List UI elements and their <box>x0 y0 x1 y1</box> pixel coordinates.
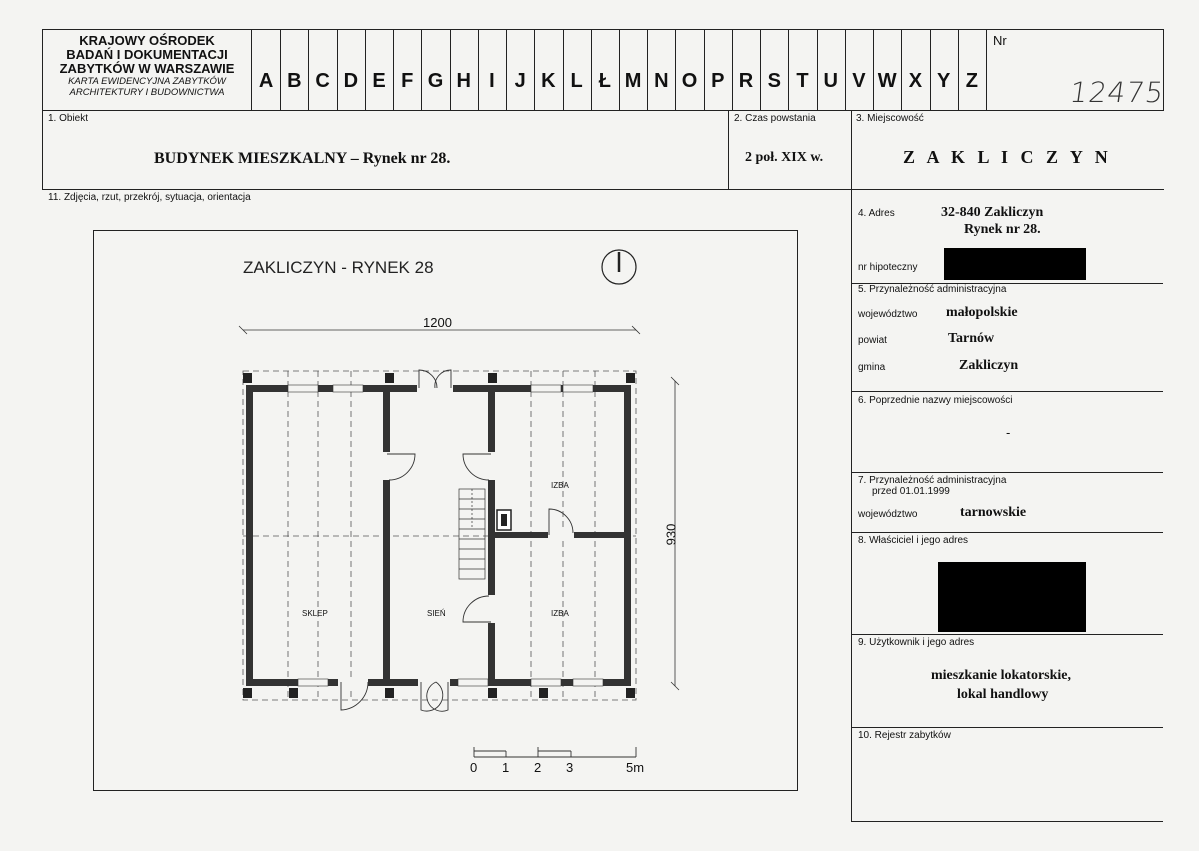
owner-redaction <box>938 562 1086 632</box>
institution-line1: KRAJOWY OŚRODEK <box>79 33 215 48</box>
letter-divider <box>450 29 451 111</box>
letter-divider <box>619 29 620 111</box>
powiat-value: Tarnów <box>948 331 995 346</box>
letter-index-7: G <box>427 70 444 92</box>
card-type-line1: KARTA EWIDENCYJNA ZABYTKÓW <box>68 76 226 87</box>
doors <box>338 370 574 711</box>
letter-index-22: V <box>852 70 866 92</box>
right-line-8 <box>851 532 1163 533</box>
scale-label-5m: 5m <box>626 760 645 775</box>
letter-index-5: E <box>372 70 386 92</box>
room-label-sien: SIEŃ <box>427 609 446 618</box>
letter-index-3: C <box>315 70 330 92</box>
letter-divider <box>365 29 366 111</box>
letter-divider <box>930 29 931 111</box>
letter-divider <box>308 29 309 111</box>
miejscowosc-label: 3. Miejscowość <box>856 113 924 124</box>
letter-index-19: S <box>767 70 781 92</box>
right-column-divider <box>851 110 852 822</box>
letter-divider <box>817 29 818 111</box>
user-label: 9. Użytkownik i jego adres <box>858 637 975 648</box>
letter-divider <box>760 29 761 111</box>
photos-label: 11. Zdjęcia, rzut, przekrój, sytuacja, orientacja <box>48 192 251 203</box>
hipoteczny-label: nr hipoteczny <box>858 262 918 273</box>
letter-divider <box>534 29 535 111</box>
letter-index-12: L <box>570 70 583 92</box>
letter-index-14: M <box>624 70 642 92</box>
letter-index-16: O <box>681 70 698 92</box>
gmina-value: Zakliczyn <box>959 358 1019 373</box>
letter-divider <box>506 29 507 111</box>
letter-index-10: J <box>514 70 526 92</box>
north-arrow-icon <box>602 250 636 284</box>
letter-divider <box>337 29 338 111</box>
row1-bottom-line <box>42 189 1164 190</box>
header-bottom-line <box>42 110 1164 111</box>
woj-old-value: tarnowskie <box>960 505 1027 520</box>
letter-divider <box>788 29 789 111</box>
admin-label: 5. Przynależność administracyjna <box>858 284 1007 295</box>
letter-divider <box>901 29 902 111</box>
letter-divider <box>280 29 281 111</box>
woj-label: województwo <box>858 309 918 320</box>
letter-divider <box>873 29 874 111</box>
right-line-bottom <box>851 821 1163 822</box>
letter-index-15: N <box>654 70 669 92</box>
letter-divider <box>958 29 959 111</box>
scale-label-1: 1 <box>502 760 510 775</box>
nr-label: Nr <box>993 33 1007 48</box>
row1-divider-1 <box>728 110 729 190</box>
letter-index-18: R <box>738 70 754 92</box>
letter-index-8: H <box>456 70 471 92</box>
letter-divider <box>704 29 705 111</box>
letter-index-2: B <box>287 70 302 92</box>
letter-index-24: X <box>908 70 923 92</box>
gmina-label: gmina <box>858 362 886 373</box>
nr-divider <box>986 29 987 111</box>
prev-names-label: 6. Poprzednie nazwy miejscowości <box>858 395 1013 406</box>
letter-index-21: U <box>823 70 838 92</box>
stove-icon <box>497 510 511 530</box>
obiekt-label: 1. Obiekt <box>48 113 89 124</box>
miejscowosc-value: Z A K L I C Z Y N <box>903 147 1112 167</box>
letter-index-26: Z <box>965 70 978 92</box>
institution-line3: ZABYTKÓW W WARSZAWIE <box>59 61 235 76</box>
frame-left-line <box>42 29 43 190</box>
letter-index-23: W <box>877 70 897 92</box>
letter-index-17: P <box>711 70 725 92</box>
hipoteczny-redaction <box>944 248 1086 280</box>
czas-label: 2. Czas powstania <box>734 113 816 124</box>
adres-line2: Rynek nr 28. <box>964 222 1041 237</box>
register-label: 10. Rejestr zabytków <box>858 730 951 741</box>
right-line-10 <box>851 727 1163 728</box>
right-line-9 <box>851 634 1163 635</box>
nr-value: 12475 <box>1067 76 1167 109</box>
letter-index-13: Ł <box>598 70 611 92</box>
institution-block <box>44 34 250 98</box>
letter-divider <box>845 29 846 111</box>
frame-top-line <box>42 29 1164 30</box>
letter-index-1: A <box>258 70 274 92</box>
obiekt-value: BUDYNEK MIESZKALNY – Rynek nr 28. <box>154 150 451 167</box>
powiat-label: powiat <box>858 335 887 346</box>
letter-divider <box>675 29 676 111</box>
letter-index-11: K <box>541 70 556 92</box>
czas-value: 2 poł. XIX w. <box>745 150 824 165</box>
letter-index-4: D <box>343 70 359 92</box>
admin-old-label1: 7. Przynależność administracyjna <box>858 475 1007 486</box>
plan-title: ZAKLICZYN - RYNEK 28 <box>243 258 434 277</box>
width-dimension-label: 1200 <box>423 315 452 330</box>
owner-label: 8. Właściciel i jego adres <box>858 535 969 546</box>
letter-divider <box>647 29 648 111</box>
admin-old-label2: przed 01.01.1999 <box>872 486 950 497</box>
scale-label-3: 3 <box>566 760 574 775</box>
right-line-6 <box>851 391 1163 392</box>
letter-index-20: T <box>796 70 809 92</box>
letter-divider <box>563 29 564 111</box>
scale-label-0: 0 <box>470 760 478 775</box>
right-line-7 <box>851 472 1163 473</box>
adres-label: 4. Adres <box>858 208 895 219</box>
letter-index-9: I <box>489 70 495 92</box>
scale-bar <box>474 747 636 757</box>
letter-divider <box>478 29 479 111</box>
woj-old-label: województwo <box>858 509 918 520</box>
user-line2: lokal handlowy <box>957 687 1049 702</box>
room-label-izba-lower: IZBA <box>551 609 569 618</box>
letter-index-25: Y <box>936 70 951 92</box>
woj-value: małopolskie <box>946 305 1018 320</box>
user-line1: mieszkanie lokatorskie, <box>931 668 1071 683</box>
letter-index-6: F <box>401 70 414 92</box>
letter-divider <box>393 29 394 111</box>
staircase <box>459 489 485 579</box>
institution-line2: BADAŃ I DOKUMENTACJI <box>66 47 228 62</box>
height-dimension-label: 930 <box>663 523 679 546</box>
room-label-sklep: SKLEP <box>302 609 328 618</box>
card-type-line2: ARCHITEKTURY I BUDOWNICTWA <box>69 87 225 98</box>
scale-label-2: 2 <box>534 760 542 775</box>
adres-line1: 32-840 Zakliczyn <box>941 205 1044 220</box>
letter-divider <box>591 29 592 111</box>
room-label-izba-upper: IZBA <box>551 481 569 490</box>
prev-names-value: - <box>1006 425 1011 440</box>
letter-divider <box>421 29 422 111</box>
letter-divider <box>732 29 733 111</box>
